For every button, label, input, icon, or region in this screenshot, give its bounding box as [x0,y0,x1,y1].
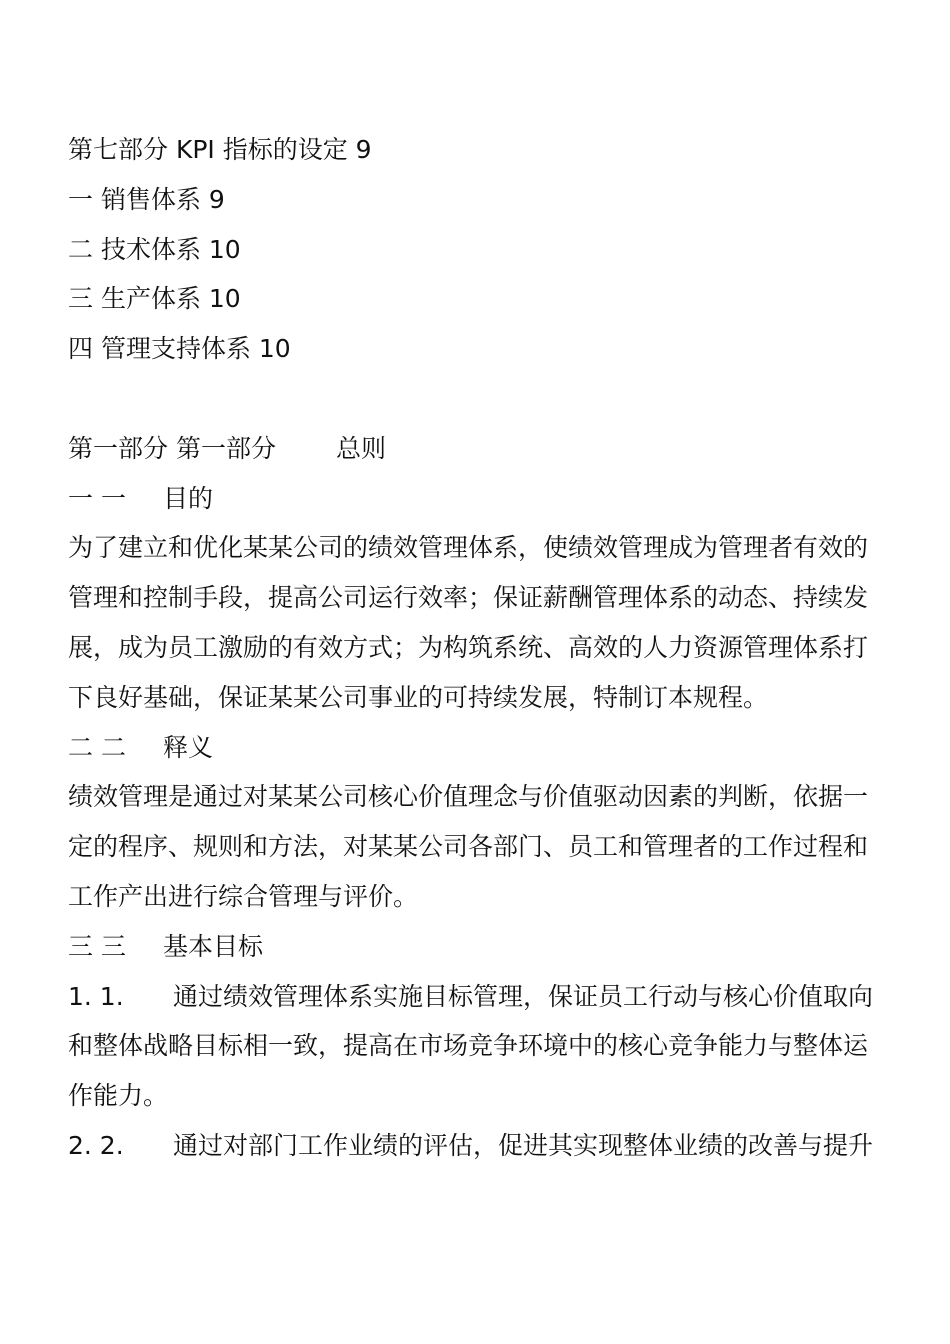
section-title: 目的 [163,483,214,513]
list-item-number: 2. 2. [68,1130,124,1160]
section-number: 三 三 [68,931,126,961]
paragraph-line: 下良好基础，保证某某公司事业的可持续发展，特制订本规程。 [68,682,769,712]
paragraph-line: 工作产出进行综合管理与评价。 [68,881,419,911]
document-body [68,125,886,1171]
paragraph-line: 定的程序、规则和方法，对某某公司各部门、员工和管理者的工作过程和 [68,832,869,862]
paragraph-line: 管理和控制手段，提高公司运行效率；保证薪酬管理体系的动态、持续发 [68,583,869,613]
paragraph-line: 为了建立和优化某某公司的绩效管理体系，使绩效管理成为管理者有效的 [68,533,869,563]
list-item-number: 1. 1. [68,981,124,1011]
list-item [68,972,886,1022]
paragraph-line: 作能力。 [68,1081,169,1111]
part-heading [68,424,886,474]
part-heading-title: 总则 [336,433,387,463]
list-item-text: 通过对部门工作业绩的评估，促进其实现整体业绩的改善与提升 [173,1130,874,1160]
paragraph-line: 和整体战略目标相一致，提高在市场竞争环境中的核心竞争能力与整体运 [68,1031,869,1061]
section-title: 基本目标 [163,931,264,961]
toc-entry: 二 技术体系 10 [68,234,241,264]
section-heading [68,922,886,972]
toc-entry: 三 生产体系 10 [68,284,241,314]
paragraph-line: 展，成为员工激励的有效方式；为构筑系统、高效的人力资源管理体系打 [68,632,869,662]
section-heading [68,474,886,524]
section-number: 一 一 [68,483,126,513]
toc-entry: 一 销售体系 9 [68,184,225,214]
spacer [68,374,886,424]
toc-entry: 四 管理支持体系 10 [68,334,291,364]
list-item [68,1121,886,1171]
part-heading-prefix: 第一部分 第一部分 [68,433,276,463]
section-heading [68,723,886,773]
section-title: 释义 [163,732,214,762]
toc-entry: 第七部分 KPI 指标的设定 9 [68,135,372,164]
list-item-text: 通过绩效管理体系实施目标管理，保证员工行动与核心价值取向 [173,981,874,1011]
section-number: 二 二 [68,732,126,762]
paragraph-line: 绩效管理是通过对某某公司核心价值理念与价值驱动因素的判断，依据一 [68,782,869,812]
